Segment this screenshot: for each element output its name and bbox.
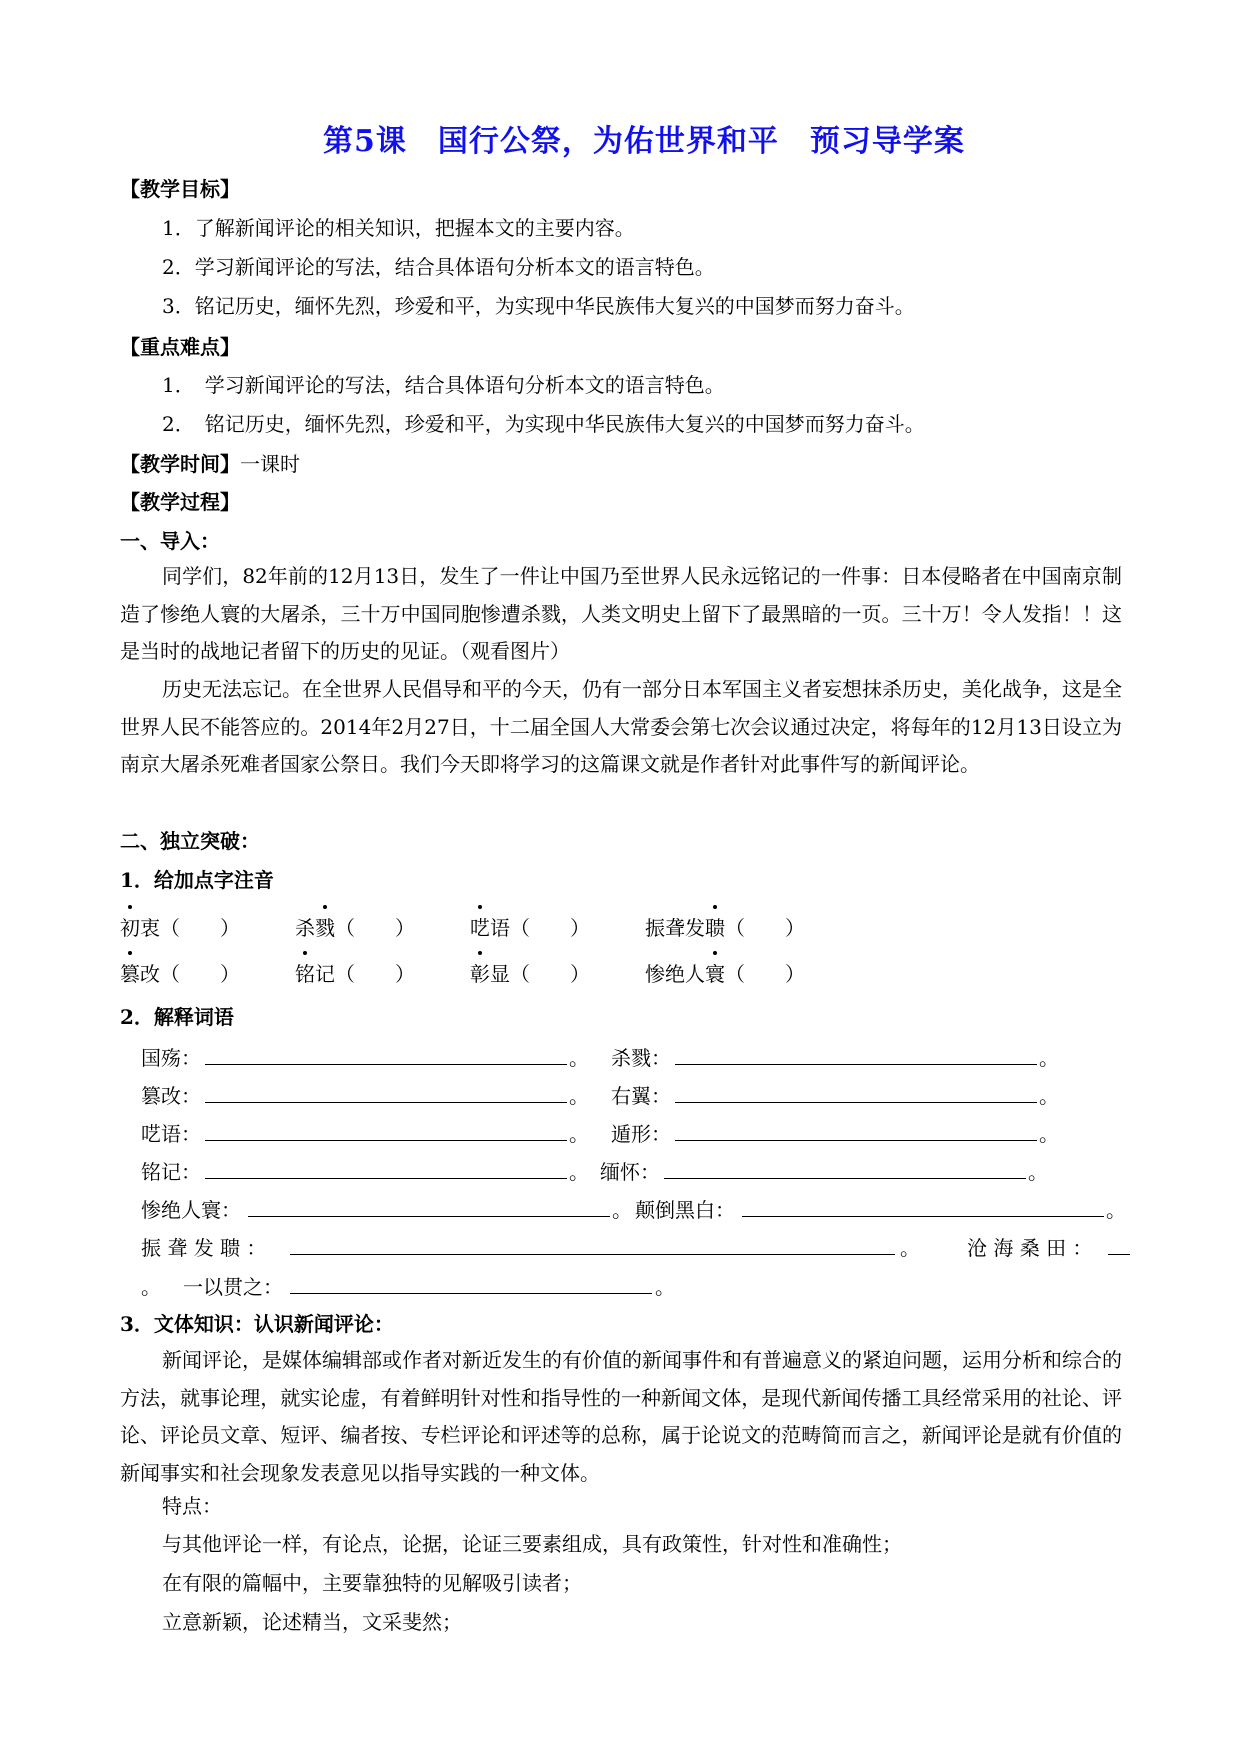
- answer-blank[interactable]: [1108, 1254, 1130, 1255]
- answer-blank[interactable]: [290, 1293, 652, 1294]
- term-period: 。: [1039, 1046, 1059, 1070]
- objective-item: 3．铭记历史，缅怀先烈，珍爱和平，为实现中华民族伟大复兴的中国梦而努力奋斗。: [162, 294, 915, 318]
- answer-blank[interactable]: [664, 1178, 1026, 1179]
- pinyin-item: [645, 912, 805, 941]
- term-period: 。: [569, 1046, 589, 1070]
- pinyin-item: [120, 912, 240, 941]
- genre-paragraph: 新闻评论，是媒体编辑部或作者对新近发生的有价值的新闻事件和有普遍意义的紧迫问题，运用分析和综合的方法，就事论理，就实论虚，有着鲜明针对性和指导性的一种新闻文体，是现代新闻传播工具经常采用的社论、评论、评论员文章、短评、编者按、专栏评论和评述等的总称，属于论说文的范畴简而言之，新闻评论是就有价值的新闻事实和社会现象发表意见以指导实践的一种文体。: [120, 1348, 1122, 1485]
- term-period: 。: [569, 1084, 589, 1108]
- term-label: 杀戮：: [611, 1046, 671, 1070]
- pinyin-rest: （ ）: [335, 916, 415, 940]
- answer-blank[interactable]: [675, 1102, 1037, 1103]
- question-heading-genre: 3．文体知识：认识新闻评论：: [120, 1312, 394, 1336]
- answer-blank[interactable]: [248, 1216, 610, 1217]
- pinyin-pre: 杀: [295, 916, 315, 940]
- term-period: 。: [569, 1122, 589, 1146]
- answer-blank[interactable]: [205, 1102, 567, 1103]
- term-period: 。: [569, 1160, 589, 1184]
- pinyin-rest: 显（ ）: [490, 962, 590, 986]
- section-heading-intro: 一、导入：: [120, 529, 220, 553]
- dotted-char: 彰: [470, 958, 490, 987]
- page-title: 第5课 国行公祭，为佑世界和平 预习导学案: [323, 124, 965, 159]
- answer-blank[interactable]: [205, 1178, 567, 1179]
- term-label: 右翼：: [611, 1084, 671, 1108]
- term-label: 铭记：: [141, 1160, 201, 1184]
- question-heading-pinyin: 1．给加点字注音: [120, 868, 274, 892]
- term-label: 遁形：: [611, 1122, 671, 1146]
- term-period: 。: [1106, 1198, 1126, 1222]
- pinyin-rest: 衷（ ）: [140, 916, 240, 940]
- term-label: 沧 海 桑 田 ：: [967, 1236, 1093, 1260]
- pinyin-item: [645, 958, 805, 987]
- intro-paragraph: 同学们，82年前的12月13日，发生了一件让中国乃至世界人民永远铭记的一件事：日本侵略者在中国南京制造了惨绝人寰的大屠杀，三十万中国同胞惨遭杀戮，人类文明史上留下了最黑暗的一页。三十万！令人发指！！这是当时的战地记者留下的历史的见证。（观看图片）: [120, 564, 1122, 663]
- answer-blank[interactable]: [205, 1140, 567, 1141]
- term-label: 缅怀：: [600, 1160, 660, 1184]
- term-period: 。: [1039, 1084, 1059, 1108]
- dotted-char: 篡: [120, 958, 140, 987]
- features-label: 特点：: [162, 1494, 222, 1518]
- process-heading: 【教学过程】: [120, 490, 240, 514]
- pinyin-rest: 记（ ）: [315, 962, 415, 986]
- term-period: 。: [900, 1236, 920, 1260]
- pinyin-rest: 语（ ）: [490, 916, 590, 940]
- pinyin-rest: （ ）: [725, 962, 805, 986]
- dotted-char: 聩: [705, 912, 725, 941]
- term-period: 。: [612, 1198, 632, 1222]
- term-label: 惨绝人寰：: [141, 1198, 241, 1222]
- keypoints-heading: 【重点难点】: [120, 335, 240, 359]
- pinyin-pre: 振聋发: [645, 916, 705, 940]
- pinyin-item: [120, 958, 240, 987]
- dotted-char: 寰: [705, 958, 725, 987]
- pinyin-item: [470, 912, 590, 941]
- pinyin-item: [470, 958, 590, 987]
- pinyin-rest: （ ）: [725, 916, 805, 940]
- term-label: 振 聋 发 聩 ：: [141, 1236, 267, 1260]
- dotted-char: 戮: [315, 912, 335, 941]
- question-heading-define: 2．解释词语: [120, 1005, 234, 1029]
- answer-blank[interactable]: [675, 1140, 1037, 1141]
- term-label: 呓语：: [141, 1122, 201, 1146]
- objectives-heading: 【教学目标】: [120, 177, 240, 201]
- pinyin-item: [295, 958, 415, 987]
- term-label: 篡改：: [141, 1084, 201, 1108]
- time-value: 一课时: [240, 452, 300, 476]
- term-period: 。: [141, 1275, 161, 1299]
- term-period: 。: [1039, 1122, 1059, 1146]
- intro-paragraph: 历史无法忘记。在全世界人民倡导和平的今天，仍有一部分日本军国主义者妄想抹杀历史，美化战争，这是全世界人民不能答应的。2014年2月27日，十二届全国人大常委会第七次会议通过决定，将每年的12月13日设立为南京大屠杀死难者国家公祭日。我们今天即将学习的这篇课文就是作者针对此事件写的新闻评论。: [120, 677, 1122, 776]
- answer-blank[interactable]: [675, 1064, 1037, 1065]
- pinyin-rest: 改（ ）: [140, 962, 240, 986]
- time-row: [120, 450, 300, 478]
- feature-item: 立意新颖，论述精当，文采斐然；: [162, 1610, 462, 1634]
- dotted-char: 铭: [295, 958, 315, 987]
- objective-item: 2．学习新闻评论的写法，结合具体语句分析本文的语言特色。: [162, 255, 715, 279]
- answer-blank[interactable]: [205, 1064, 567, 1065]
- term-period: 。: [1028, 1160, 1048, 1184]
- section-heading-practice: 二、独立突破：: [120, 829, 260, 853]
- keypoint-item: 2． 铭记历史，缅怀先烈，珍爱和平，为实现中华民族伟大复兴的中国梦而努力奋斗。: [162, 412, 925, 436]
- objective-item: 1．了解新闻评论的相关知识，把握本文的主要内容。: [162, 216, 635, 240]
- answer-blank[interactable]: [290, 1254, 895, 1255]
- pinyin-item: [295, 912, 415, 941]
- pinyin-pre: 惨绝人: [645, 962, 705, 986]
- dotted-char: 呓: [470, 912, 490, 941]
- dotted-char: 初: [120, 912, 140, 941]
- term-period: 。: [655, 1275, 675, 1299]
- term-label: 一以贯之：: [183, 1275, 283, 1299]
- time-heading: 【教学时间】: [120, 452, 240, 476]
- feature-item: 在有限的篇幅中，主要靠独特的见解吸引读者；: [162, 1571, 582, 1595]
- keypoint-item: 1． 学习新闻评论的写法，结合具体语句分析本文的语言特色。: [162, 373, 725, 397]
- term-label: 颠倒黑白：: [635, 1198, 735, 1222]
- feature-item: 与其他评论一样，有论点，论据，论证三要素组成，具有政策性，针对性和准确性；: [162, 1532, 902, 1556]
- term-label: 国殇：: [141, 1046, 201, 1070]
- answer-blank[interactable]: [742, 1216, 1104, 1217]
